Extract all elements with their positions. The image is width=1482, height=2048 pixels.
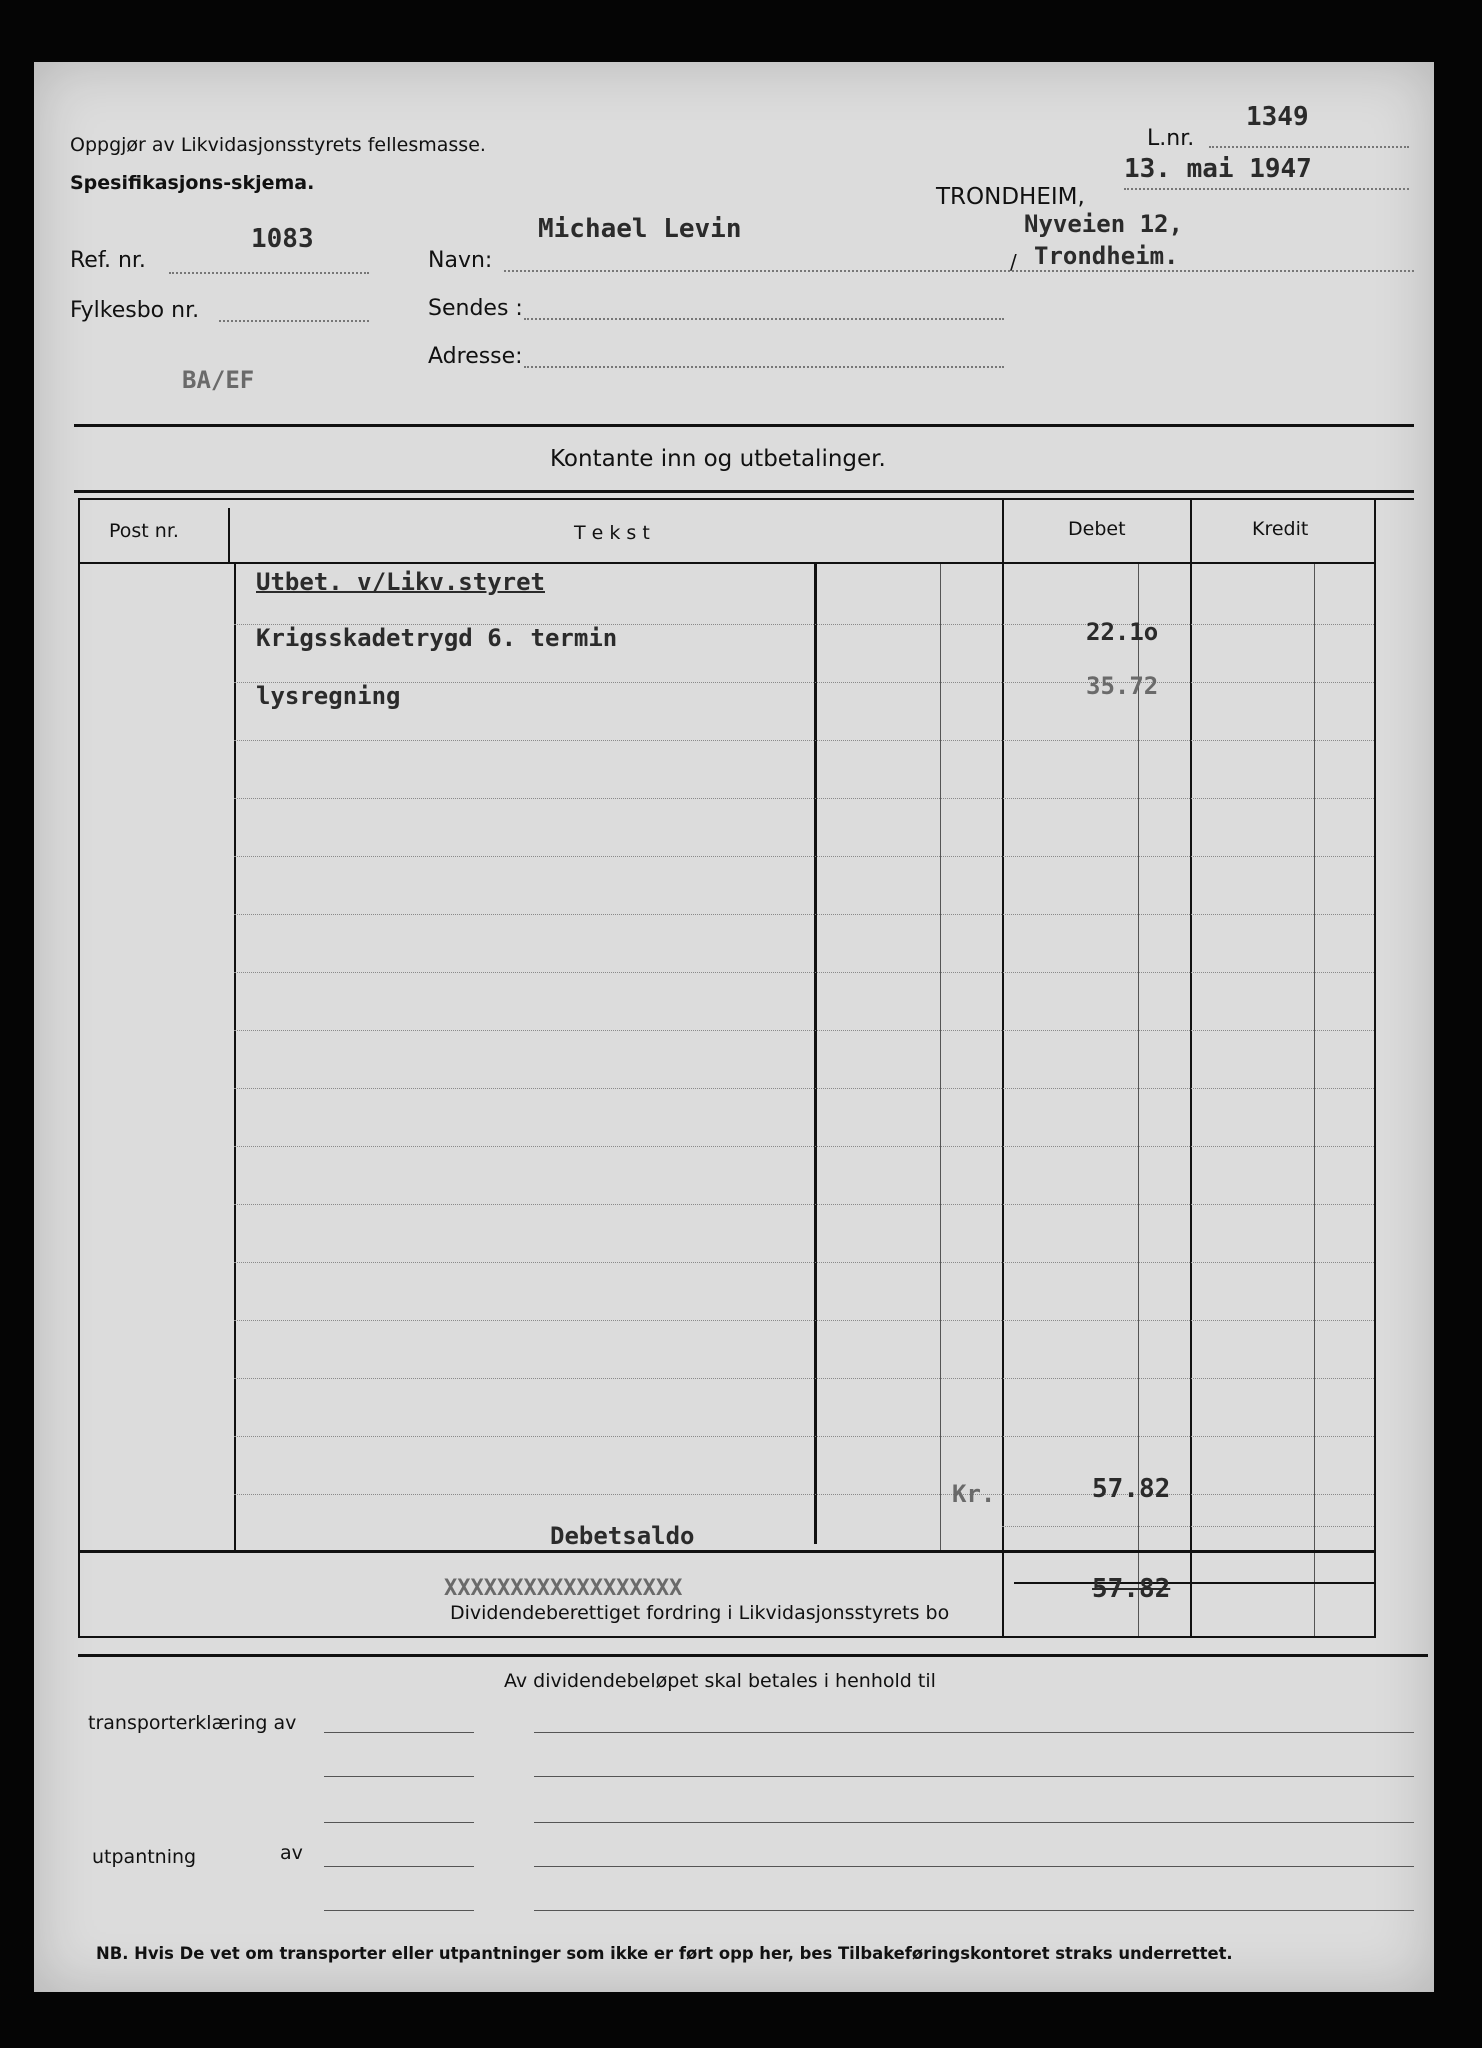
fylkesbo-line (219, 320, 369, 322)
col-tekst-header: T e k s t (574, 522, 650, 544)
lnr-line (1209, 146, 1409, 148)
sendes-line (524, 318, 1004, 320)
utpantning-line (534, 1910, 1414, 1911)
row-line (1002, 1526, 1374, 1527)
address-separator: / (1010, 250, 1017, 274)
sum-rule (1014, 1582, 1376, 1584)
dividend-label: Dividendeberettiget fordring i Likvidasjonsstyrets bo (450, 1602, 950, 1624)
col-rule-tekst-end (814, 564, 817, 1544)
form-subheading: Spesifikasjons-skjema. (70, 172, 315, 194)
ref-line (169, 272, 369, 274)
footer-note: NB. Hvis De vet om transporter eller utpantninger som ikke er ført opp her, bes Tilbakeføringskontoret straks underrettet. (96, 1944, 1233, 1963)
totals-rule (78, 1550, 1376, 1553)
ref-value: 1083 (251, 224, 314, 254)
fylkesbo-label: Fylkesbo nr. (70, 298, 200, 323)
table-left (78, 498, 80, 1638)
row-line (234, 740, 1374, 741)
lnr-value: 1349 (1246, 102, 1309, 132)
navn-value: Michael Levin (538, 214, 742, 244)
kr-label: Kr. (952, 1480, 996, 1508)
adresse-label: Adresse: (428, 344, 523, 369)
date-value: 13. mai 1947 (1124, 154, 1312, 184)
table-row-text: Utbet. v/Likv.styret (256, 568, 545, 596)
table-top (78, 498, 1414, 500)
row-line (234, 856, 1374, 857)
section-title: Kontante inn og utbetalinger. (550, 446, 886, 472)
code-stamp: BA/EF (182, 366, 255, 394)
transport-line (534, 1776, 1414, 1777)
table-row-text: lysregning (256, 682, 401, 710)
row-line (234, 1030, 1374, 1031)
row-line (234, 1262, 1374, 1263)
row-line (234, 1494, 1374, 1495)
col-kredit-header: Kredit (1252, 518, 1309, 540)
address-line1: Nyveien 12, (1024, 210, 1183, 238)
row-line (234, 914, 1374, 915)
transport-line (534, 1822, 1414, 1823)
navn-label: Navn: (428, 248, 493, 273)
transport-line (324, 1822, 474, 1823)
row-line (234, 1088, 1374, 1089)
utpantning-line (324, 1910, 474, 1911)
col-post-header: Post nr. (109, 520, 179, 542)
col-divider-debet (1002, 498, 1004, 1636)
table-bottom (78, 1636, 1376, 1638)
address-line2: Trondheim. (1034, 242, 1179, 270)
col-rule-tekst (234, 564, 236, 1552)
form-heading: Oppgjør av Likvidasjonsstyrets fellesmasse. (70, 134, 486, 156)
lnr-label: L.nr. (1147, 126, 1195, 151)
table-row-debet: 35.72 (1086, 672, 1159, 700)
utpantning-line (534, 1866, 1414, 1867)
col-rule-sub (940, 564, 941, 1552)
table-row-text: Krigsskadetrygd 6. termin (256, 624, 618, 652)
section-rule-bottom (74, 490, 1414, 493)
footer-rule (78, 1654, 1428, 1657)
col-divider-post (228, 508, 230, 562)
row-line (234, 682, 1374, 683)
row-line (234, 1146, 1374, 1147)
navn-line (504, 270, 1414, 272)
form-sheet (34, 62, 1434, 1992)
table-row-debet: 22.1o (1086, 618, 1159, 646)
utpantning-line (324, 1866, 474, 1867)
table-header-rule (78, 562, 1376, 564)
transport-line (324, 1732, 474, 1733)
row-line (234, 1378, 1374, 1379)
adresse-line (524, 366, 1004, 368)
ref-label: Ref. nr. (70, 248, 146, 273)
total-value: 57.82 (1092, 1474, 1171, 1504)
table-right (1374, 498, 1376, 1638)
sendes-label: Sendes : (428, 296, 523, 321)
col-divider-kredit (1190, 498, 1192, 1636)
xxx-strike: XXXXXXXXXXXXXXXXXX (444, 1576, 683, 1601)
footer-intro: Av dividendebeløpet skal betales i henhold til (504, 1670, 936, 1692)
section-rule-top (74, 424, 1414, 427)
city-label: TRONDHEIM, (936, 184, 1085, 210)
dividend-value: 57.82 (1092, 1574, 1171, 1604)
transport-label: transporterklæring av (88, 1712, 297, 1734)
date-line (1124, 188, 1409, 190)
row-line (234, 798, 1374, 799)
row-line (234, 1436, 1374, 1437)
transport-line (324, 1776, 474, 1777)
col-rule-kredit-ore (1314, 564, 1315, 1636)
utpantning-av-label: av (280, 1842, 303, 1864)
col-debet-header: Debet (1068, 518, 1126, 540)
row-line (234, 1204, 1374, 1205)
row-line (234, 972, 1374, 973)
utpantning-label: utpantning (92, 1846, 197, 1868)
debetsaldo-label: Debetsaldo (550, 1522, 695, 1550)
row-line (234, 1320, 1374, 1321)
transport-line (534, 1732, 1414, 1733)
